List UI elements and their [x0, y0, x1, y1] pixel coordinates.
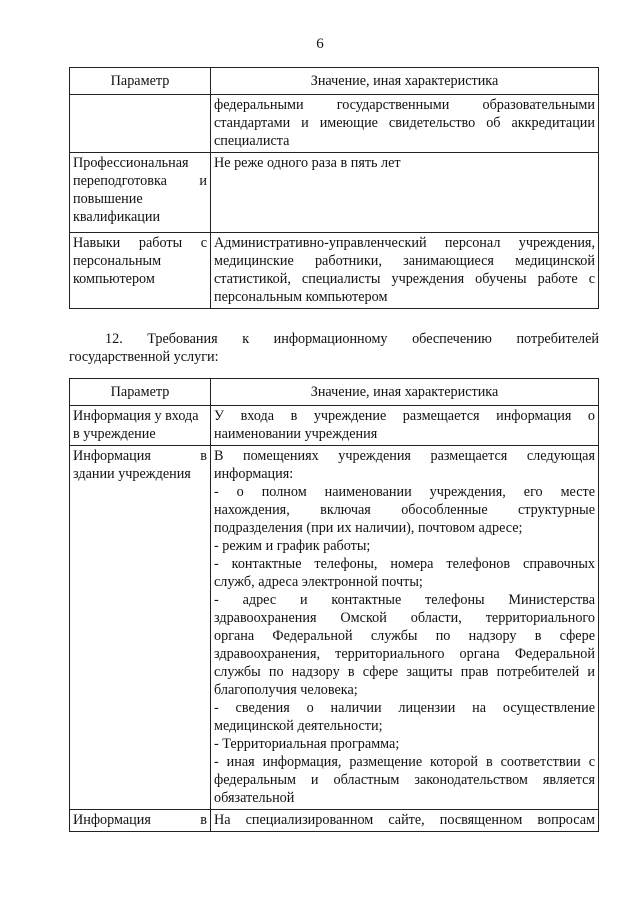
cell-line: - контактные телефоны, номера телефонов справочных [214, 556, 595, 572]
cell-line: федеральными государственными образовательными [214, 97, 595, 113]
cell-line: медицинские работники, занимающиеся медицинской [214, 253, 595, 269]
value-cell [211, 446, 599, 810]
cell-line: Информация в [73, 448, 207, 464]
param-cell [70, 810, 211, 832]
section-12-line-2: государственной услуги: [69, 349, 219, 365]
cell-line: - Территориальная программа; [214, 736, 400, 752]
header-parameter: Параметр [70, 68, 211, 95]
cell-line: Информация в [73, 812, 207, 828]
cell-line: компьютером [73, 271, 155, 287]
cell-line: подразделения (при их наличии), почтовом адресе; [214, 520, 523, 536]
cell-line: специалиста [214, 133, 290, 149]
table-row [70, 153, 599, 233]
cell-line: - режим и график работы; [214, 538, 371, 554]
table-header-row [70, 68, 599, 95]
value-cell [211, 810, 599, 832]
header-parameter: Параметр [70, 379, 211, 406]
header-value: Значение, иная характеристика [211, 68, 599, 95]
cell-line: У входа в учреждение размещается информация о [214, 408, 595, 424]
cell-line: - адрес и контактные телефоны Министерства [214, 592, 595, 608]
value-cell [211, 233, 599, 309]
cell-line: квалификации [73, 209, 161, 225]
cell-line: информация: [214, 466, 294, 482]
cell-line: здравоохранения Омской области, территориального [214, 610, 595, 626]
table-row [70, 95, 599, 153]
table-row [70, 406, 599, 446]
cell-line: нахождения, включая обособленные структурные [214, 502, 595, 518]
cell-line: органа Федеральной службы по надзору в сфере [214, 628, 595, 644]
param-cell [70, 446, 211, 810]
cell-line: здравоохранения, территориального органа Федеральной [214, 646, 595, 662]
section-12-line-1: 12. Требования к информационному обеспечению потребителей [105, 331, 599, 347]
cell-line: повышение [73, 191, 143, 207]
cell-line: службы по надзору в сфере защиты прав потребителей и [214, 664, 595, 680]
cell-line: Административно-управленческий персонал учреждения, [214, 235, 595, 251]
section-12-heading [69, 330, 599, 366]
cell-line: обязательной [214, 790, 295, 806]
param-cell [70, 406, 211, 446]
staff-requirements-table [69, 67, 599, 309]
cell-line: В помещениях учреждения размещается следующая [214, 448, 595, 464]
table-row [70, 810, 599, 832]
value-cell [211, 95, 599, 153]
table-header-row [70, 379, 599, 406]
cell-line: в учреждение [73, 426, 156, 442]
cell-line: статистикой, специалисты учреждения обучены работе с [214, 271, 595, 287]
cell-line: персональным компьютером [214, 289, 388, 305]
cell-line: стандартами и имеющие свидетельство об аккредитации [214, 115, 595, 131]
cell-line: - сведения о наличии лицензии на осуществление [214, 700, 595, 716]
cell-line: Информация у входа [73, 408, 199, 424]
cell-line: служб, адреса электронной почты; [214, 574, 423, 590]
header-value: Значение, иная характеристика [211, 379, 599, 406]
information-requirements-table [69, 378, 599, 832]
cell-line: На специализированном сайте, посвященном вопросам [214, 812, 595, 828]
cell-line: медицинской деятельности; [214, 718, 383, 734]
cell-line: Не реже одного раза в пять лет [214, 155, 401, 171]
param-cell [70, 153, 211, 233]
cell-line: федеральным и областным законодательством является [214, 772, 595, 788]
cell-line: - о полном наименовании учреждения, его месте [214, 484, 595, 500]
cell-line: переподготовка и [73, 173, 207, 189]
cell-line: Навыки работы с [73, 235, 207, 251]
param-cell [70, 95, 211, 153]
table-row [70, 446, 599, 810]
table-row [70, 233, 599, 309]
param-cell [70, 233, 211, 309]
cell-line: персональным [73, 253, 162, 269]
value-cell [211, 153, 599, 233]
cell-line: здании учреждения [73, 466, 191, 482]
cell-line: Профессиональная [73, 155, 189, 171]
page-number: 6 [316, 36, 324, 52]
cell-line: благополучия человека; [214, 682, 358, 698]
cell-line: наименовании учреждения [214, 426, 378, 442]
value-cell [211, 406, 599, 446]
cell-line: - иная информация, размещение которой в соответствии с [214, 754, 595, 770]
